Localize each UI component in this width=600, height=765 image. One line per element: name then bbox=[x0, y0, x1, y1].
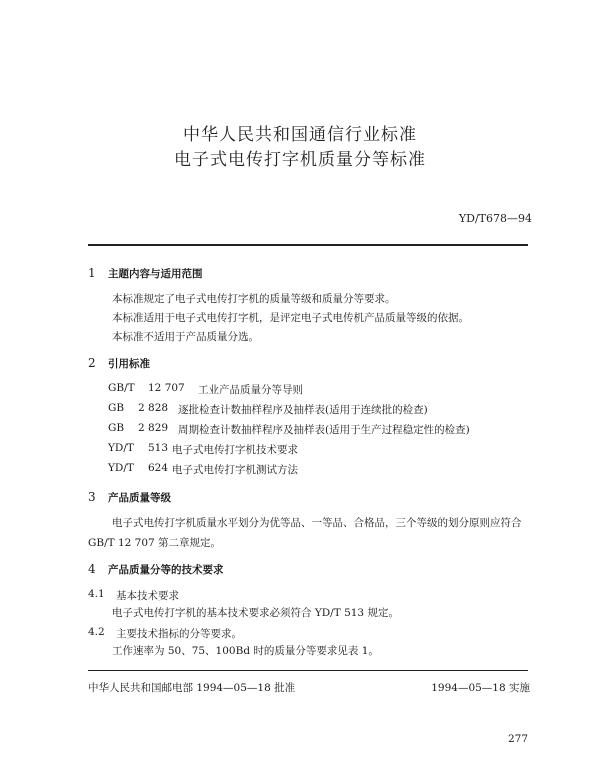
page-number: 277 bbox=[507, 733, 528, 745]
standard-title-line1: 中华人民共和国通信行业标准 bbox=[183, 125, 417, 145]
paragraph-line: GB/T 12 707 第二章规定。 bbox=[88, 537, 222, 549]
standard-title-line2: 电子式电传打字机质量分等标准 bbox=[174, 150, 426, 170]
reference-description: 电子式电传打字机测试方法 bbox=[172, 464, 298, 476]
subsection-number: 4.2 bbox=[88, 626, 105, 638]
reference-description: 周期检查计数抽样程序及抽样表(适用于生产过程稳定性的检查) bbox=[178, 424, 470, 436]
reference-description: 电子式电传打字机技术要求 bbox=[172, 444, 298, 456]
subsection-title: 基本技术要求 bbox=[116, 590, 179, 602]
section-title: 引用标准 bbox=[108, 358, 150, 370]
header-rule bbox=[88, 244, 528, 246]
reference-code: GB bbox=[108, 422, 125, 434]
paragraph-line: 本标准规定了电子式电传打字机的质量等级和质量分等要求。 bbox=[112, 293, 396, 305]
implementation-note: 1994—05—18 实施 bbox=[431, 682, 530, 694]
reference-code: GB bbox=[108, 402, 125, 414]
reference-number: 2 829 bbox=[138, 422, 169, 434]
reference-number: 12 707 bbox=[148, 382, 185, 394]
paragraph-line: 工作速率为 50、75、100Bd 时的质量分等要求见表 1。 bbox=[112, 645, 379, 657]
paragraph-line: 本标准不适用于产品质量分选。 bbox=[112, 331, 259, 343]
reference-description: 逐批检查计数抽样程序及抽样表(适用于连续批的检查) bbox=[178, 404, 428, 416]
paragraph-line: 本标准适用于电子式电传打字机，是评定电子式电传机产品质量等级的依据。 bbox=[112, 312, 469, 324]
paragraph-line: 电子式电传打字机质量水平划分为优等品、一等品、合格品，三个等级的划分原则应符合 bbox=[112, 517, 522, 529]
section-number: 1 bbox=[88, 266, 96, 280]
section-title: 主题内容与适用范围 bbox=[108, 268, 203, 280]
reference-number: 624 bbox=[148, 462, 169, 474]
subsection-title: 主要技术指标的分等要求。 bbox=[116, 628, 242, 640]
section-number: 4 bbox=[88, 562, 96, 576]
section-number: 3 bbox=[88, 490, 96, 504]
reference-code: YD/T bbox=[108, 462, 134, 474]
approval-note: 中华人民共和国邮电部 1994—05—18 批准 bbox=[88, 682, 296, 694]
section-title: 产品质量分等的技术要求 bbox=[108, 564, 224, 576]
footer-rule bbox=[88, 670, 528, 671]
reference-number: 513 bbox=[148, 442, 169, 454]
reference-code: YD/T bbox=[108, 442, 134, 454]
subsection-number: 4.1 bbox=[88, 588, 105, 600]
document-number: YD/T678—94 bbox=[458, 212, 532, 225]
section-number: 2 bbox=[88, 356, 96, 370]
reference-code: GB/T bbox=[108, 382, 135, 394]
section-title: 产品质量等级 bbox=[108, 492, 171, 504]
reference-description: 工业产品质量分等导则 bbox=[198, 384, 303, 396]
paragraph-line: 电子式电传打字机的基本技术要求必须符合 YD/T 513 规定。 bbox=[112, 607, 399, 619]
reference-number: 2 828 bbox=[138, 402, 169, 414]
